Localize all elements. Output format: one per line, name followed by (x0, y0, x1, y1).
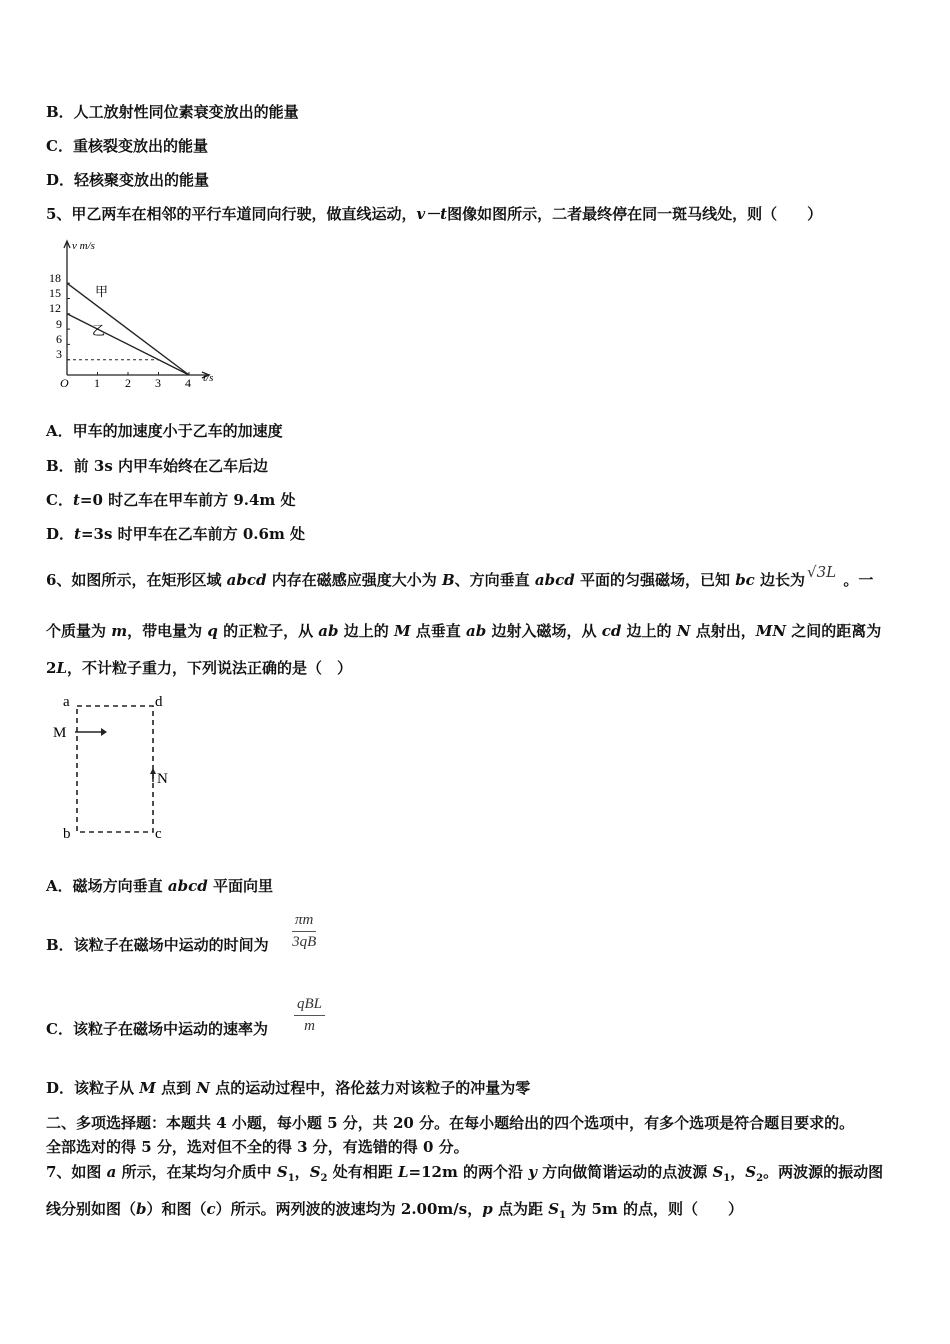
q6-sqrt3L: √3L (807, 563, 837, 581)
section2-heading-line2: 全部选对的得 5 分，选对但不全的得 3 分，有选错的得 0 分。 (46, 1138, 469, 1156)
q4-option-d: D．轻核聚变放出的能量 (46, 171, 210, 189)
q6-field-figure (45, 690, 180, 845)
q5-label-jia: 甲 (95, 284, 109, 299)
q5-y-tick-6: 6 (56, 332, 62, 346)
q4-option-c: C．重核裂变放出的能量 (46, 137, 208, 155)
q6-option-c-fraction (294, 996, 325, 1035)
q5-option-b: B．前 3s 内甲车始终在乙车后边 (46, 457, 269, 475)
q5-stem: 5、甲乙两车在相邻的平行车道同向行驶，做直线运动，v－t图像如图所示，二者最终停在同一斑马线处，则（ ） (46, 205, 823, 223)
q6-option-d: D．该粒子从 M 点到 N 点的运动过程中，洛伦兹力对该粒子的冲量为零 (46, 1079, 531, 1097)
q6-option-c-denominator: m (304, 1018, 315, 1034)
q6-option-c-numerator: qBL (294, 996, 325, 1016)
q6-option-a: A．磁场方向垂直 abcd 平面向里 (46, 877, 273, 895)
q5-y-tick-18: 18 (49, 271, 61, 285)
q5-vt-graph (40, 235, 225, 390)
q6-field-rect (77, 706, 153, 832)
q6-stem-line1: 6、如图所示，在矩形区域 abcd 内存在磁感应强度大小为 B、方向垂直 abcd 平面的匀强磁场，已知 bc 边长为 √3L 。一 (46, 563, 874, 589)
q6-stem-line2: 个质量为 m，带电量为 q 的正粒子，从 ab 边上的 M 点垂直 ab 边射入磁场，从 cd 边上的 N 点射出，MN 之间的距离为 (46, 622, 882, 640)
q6-option-b-fraction (292, 912, 316, 951)
q7-stem-line1: 7、如图 a 所示，在某均匀介质中 $S_1$，$S_2$ 处有相距 L=12m 的两个沿 y 方向做简谐运动的点波源 $S_1$，$S_2$。两波源的振动图 (46, 1163, 884, 1184)
q6-label-c: c (155, 826, 162, 842)
q6-velocity-arrowhead (101, 728, 107, 736)
q5-y-tick-9: 9 (56, 317, 62, 331)
q5-option-d: D．t=3s 时甲车在乙车前方 0.6m 处 (46, 525, 306, 543)
q4-option-b: B．人工放射性同位素衰变放出的能量 (46, 103, 299, 121)
q6-label-N: N (157, 771, 168, 787)
q6-label-b: b (63, 826, 71, 842)
q5-series-yi-line (67, 314, 189, 375)
q7-stem-line2: 线分别如图（b）和图（c）所示。两列波的波速均为 2.00m/s，p 点为距 $S_1$ 为 5m 的点，则（ ） (46, 1200, 743, 1221)
q5-x-tick-4: 4 (185, 376, 191, 390)
q6-label-M: M (53, 725, 67, 741)
q5-x-tick-2: 2 (125, 376, 131, 390)
q5-series-jia-line (67, 283, 189, 375)
q6-option-b: B．该粒子在磁场中运动的时间为 (46, 936, 269, 954)
q5-label-yi: 乙 (92, 323, 106, 338)
q6-stem-line3: 2L，不计粒子重力，下列说法正确的是（ ） (46, 659, 352, 677)
q6-label-a: a (63, 694, 70, 710)
q5-y-tick-12: 12 (49, 301, 61, 315)
q6-option-b-numerator: πm (292, 912, 316, 932)
q5-origin-label: O (60, 376, 69, 390)
q5-option-a: A．甲车的加速度小于乙车的加速度 (46, 422, 283, 440)
q6-option-c: C．该粒子在磁场中运动的速率为 (46, 1020, 268, 1038)
q5-x-tick-1: 1 (94, 376, 100, 390)
q5-y-axis-label: v m/s (72, 240, 95, 252)
q5-y-tick-15: 15 (49, 286, 61, 300)
q5-x-axis-label: t/s (203, 372, 214, 384)
q6-exit-arrowhead (150, 768, 156, 774)
q5-x-tick-3: 3 (155, 376, 161, 390)
q5-option-c: C．t=0 时乙车在甲车前方 9.4m 处 (46, 491, 296, 509)
q6-label-d: d (155, 694, 163, 710)
q6-option-b-denominator: 3qB (292, 934, 317, 950)
q5-y-tick-3: 3 (56, 347, 62, 361)
section2-heading-line1: 二、多项选择题：本题共 4 小题，每小题 5 分，共 20 分。在每小题给出的四个选项中，有多个选项是符合题目要求的。 (46, 1114, 855, 1132)
